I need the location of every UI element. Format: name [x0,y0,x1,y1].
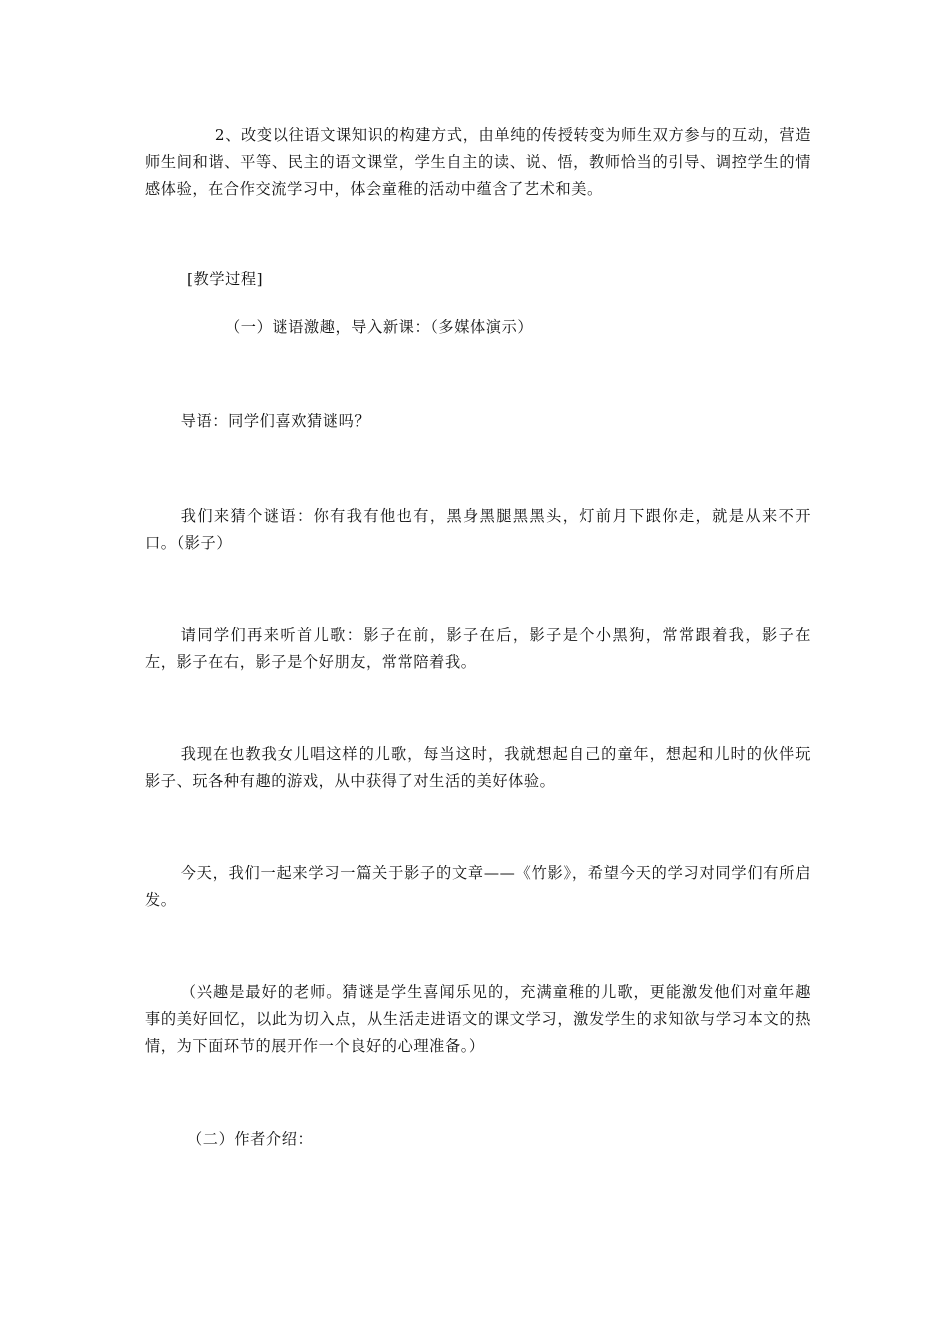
design-note-paragraph: （兴趣是最好的老师。猜谜是学生喜闻乐见的，充满童稚的儿歌，更能激发他们对童年趣事的美好回忆，以此为切入点，从生活走进语文的课文学习，激发学生的求知欲与学习本文的热情，为下面环节的展开作一个良好的心理准备。） [145,983,811,1055]
teaching-process-heading: [教学过程] [187,270,264,288]
riddle-paragraph: 我们来猜个谜语：你有我有他也有，黑身黑腿黑黑头，灯前月下跟你走，就是从来不开口。（影子） [145,507,811,552]
objective-paragraph: 2、改变以往语文课知识的构建方式，由单纯的传授转变为师生双方参与的互动，营造师生间和谐、平等、民主的语文课堂，学生自主的读、说、悟，教师恰当的引导、调控学生的情感体验，在合作交流学习中，体会童稚的活动中蕴含了艺术和美。 [145,126,811,198]
today-intro-paragraph: 今天，我们一起来学习一篇关于影子的文章——《竹影》，希望今天的学习对同学们有所启发。 [145,864,811,909]
nursery-rhyme-paragraph: 请同学们再来听首儿歌：影子在前，影子在后，影子是个小黑狗，常常跟着我，影子在左，影子在右，影子是个好朋友，常常陪着我。 [145,626,811,671]
section-2-title: （二）作者介绍： [187,1130,314,1148]
personal-story-paragraph: 我现在也教我女儿唱这样的儿歌，每当这时，我就想起自己的童年，想起和儿时的伙伴玩影子、玩各种有趣的游戏，从中获得了对生活的美好体验。 [145,745,811,790]
section-1-title: （一）谜语激趣，导入新课：（多媒体演示） [225,318,534,336]
intro-question-paragraph: 导语：同学们喜欢猜谜吗？ [180,412,371,430]
